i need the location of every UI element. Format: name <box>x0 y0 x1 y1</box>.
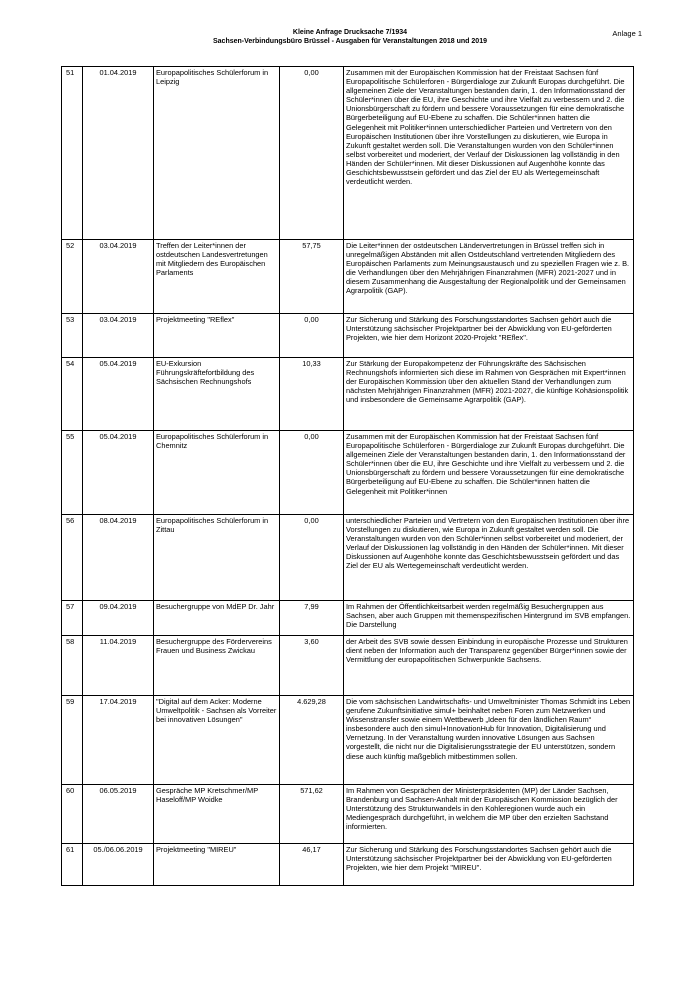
event-date: 05./06.06.2019 <box>83 844 154 886</box>
event-date: 06.05.2019 <box>83 785 154 844</box>
event-description: Die Leiter*innen der ostdeutschen Ländervertretungen in Brüssel treffen sich in unregelmäßigen Abständen mit allen Ostdeutschland vertretenden Mitgliedern des Europäischen Parlaments zum Meinungsaustausch und zu speziellen Fragen wie z. B. die Verhandlungen über den Mehrjährigen Finanzrahmen (MFR) 2021-2027 und in diesem Zusammenhang die Ausgestaltung der Regionalpolitik und der Gemeinsamen Agrarpolitik (GAP). <box>344 240 634 314</box>
event-cost: 0,00 <box>280 515 344 601</box>
table-row <box>62 601 634 636</box>
event-title: "Digital auf dem Acker: Moderne Umweltpolitik - Sachsen als Vorreiter bei innovativen Lösungen" <box>154 696 280 785</box>
row-number: 61 <box>62 844 83 886</box>
row-number: 60 <box>62 785 83 844</box>
event-cost: 571,62 <box>280 785 344 844</box>
event-description: Zusammen mit der Europäischen Kommission hat der Freistaat Sachsen fünf Europapolitische Schülerforen - Bürgerdialoge zur Zukunft Europas durchgeführt. Die allgemeinen Ziele der Veranstaltungen bestanden darin, 1. den Informationsstand der Schüler*innen über die EU, ihre Geschichte und ihre Vielfalt zu verbessern und 2. die Unionsbürgerschaft zu fördern und bessere Voraussetzungen für eine demokratische Bürgerbeteiligung auf EU-Ebene zu schaffen. Die Schüler*innen hatten die Gelegenheit mit Politiker*innen <box>344 431 634 515</box>
event-description: Im Rahmen der Öffentlichkeitsarbeit werden regelmäßig Besuchergruppen aus Sachsen, aber auch Gruppen mit themenspezifischen Hintergrund im SVB empfangen. Die Darstellung <box>344 601 634 636</box>
row-number: 56 <box>62 515 83 601</box>
row-number: 54 <box>62 358 83 431</box>
event-description: der Arbeit des SVB sowie dessen Einbindung in europäische Prozesse und Strukturen dient neben der Information auch der Transparenz gegenüber Bürger*innen sowie der Vermittlung der europapolitischen Schwerpunkte Sachsens. <box>344 636 634 696</box>
table-row <box>62 314 634 358</box>
event-cost: 10,33 <box>280 358 344 431</box>
event-cost: 3,60 <box>280 636 344 696</box>
event-date: 03.04.2019 <box>83 314 154 358</box>
title-line-1: Kleine Anfrage Drucksache 7/1934 <box>292 29 408 36</box>
event-date: 11.04.2019 <box>83 636 154 696</box>
row-number: 53 <box>62 314 83 358</box>
event-cost: 0,00 <box>280 67 344 240</box>
event-title: Gespräche MP Kretschmer/MP Haseloff/MP Woidke <box>154 785 280 844</box>
event-title: Europapolitisches Schülerforum in Zittau <box>154 515 280 601</box>
row-number: 51 <box>62 67 83 240</box>
event-date: 09.04.2019 <box>83 601 154 636</box>
event-title: Projektmeeting "REflex" <box>154 314 280 358</box>
table-row <box>62 696 634 785</box>
event-description: Zur Sicherung und Stärkung des Forschungsstandortes Sachsen gehört auch die Unterstützung sächsischer Projektpartner bei der Abwicklung von EU-geförderten Projekten, wie hier dem Horizont 2020-Projekt "REflex". <box>344 314 634 358</box>
title-line-2: Sachsen-Verbindungsbüro Brüssel - Ausgaben für Veranstaltungen 2018 und 2019 <box>213 38 487 45</box>
table-row <box>62 240 634 314</box>
table-row <box>62 67 634 240</box>
event-description: Zur Sicherung und Stärkung des Forschungsstandortes Sachsen gehört auch die Unterstützung sächsischer Projektpartner bei der Abwicklung von EU-geförderten Projekten, wie hier dem Projekt "MIREU". <box>344 844 634 886</box>
row-number: 57 <box>62 601 83 636</box>
event-cost: 0,00 <box>280 314 344 358</box>
table-row <box>62 358 634 431</box>
event-date: 03.04.2019 <box>83 240 154 314</box>
event-title: EU-Exkursion Führungskräftefortbildung des Sächsischen Rechnungshofs <box>154 358 280 431</box>
row-number: 52 <box>62 240 83 314</box>
row-number: 58 <box>62 636 83 696</box>
event-title: Besuchergruppe des Fördervereins Frauen und Business Zwickau <box>154 636 280 696</box>
event-date: 01.04.2019 <box>83 67 154 240</box>
event-date: 05.04.2019 <box>83 431 154 515</box>
event-description <box>344 696 634 785</box>
table-row <box>62 785 634 844</box>
table-row <box>62 636 634 696</box>
event-title: Besuchergruppe von MdEP Dr. Jahr <box>154 601 280 636</box>
event-title: Treffen der Leiter*innen der ostdeutschen Landesvertretungen mit Mitgliedern des Europäischen Parlaments <box>154 240 280 314</box>
event-cost: 4.629,28 <box>280 696 344 785</box>
event-date: 08.04.2019 <box>83 515 154 601</box>
row-number: 55 <box>62 431 83 515</box>
event-description: Zur Stärkung der Europakompetenz der Führungskräfte des Sächsischen Rechnungshofs informierten sich diese im Rahmen von Gesprächen mit Expert*innen der Europäischen Kommission über den aktuellen Stand der Verhandlungen zum nächsten Mehrjährigen Finanzrahmen (MFR) 2021-2027, die künftige Kohäsionspolitik und insbesondere die Gemeinsame Agrarpolitik (GAP). <box>344 358 634 431</box>
event-title: Projektmeeting "MIREU" <box>154 844 280 886</box>
event-title: Europapolitisches Schülerforum in Leipzig <box>154 67 280 240</box>
event-cost: 57,75 <box>280 240 344 314</box>
event-title: Europapolitisches Schülerforum in Chemnitz <box>154 431 280 515</box>
annex-label: Anlage 1 <box>612 29 642 38</box>
event-cost: 46,17 <box>280 844 344 886</box>
document-title <box>0 28 700 46</box>
expenses-table <box>61 66 634 886</box>
table-row <box>62 515 634 601</box>
row-number: 59 <box>62 696 83 785</box>
event-cost: 0,00 <box>280 431 344 515</box>
event-description: Im Rahmen von Gesprächen der Ministerpräsidenten (MP) der Länder Sachsen, Brandenburg und Sachsen-Anhalt mit der Europäischen Kommission bezüglich der Unterstützung des Strukturwandels in den Kohleregionen wurde auch ein Mediengespräch durchgeführt, in welchem die MP über den erzielten Sachstand informierten. <box>344 785 634 844</box>
event-date: 17.04.2019 <box>83 696 154 785</box>
event-description: unterschiedlicher Parteien und Vertretern von den Europäischen Institutionen über ihre Vorstellungen zu diskutieren, wie Europa in Zukunft gestaltet werden soll. Die Veranstaltungen wurden von den Schüler*innen selbst vorbereitet und moderiert, der Verlauf der Diskussionen lag vollständig in den Händen der Schüler*innen. Mit dieser Diskussionen auf Augenhöhe konnte das Geschichtsbewusstsein gefördert und das Ziel der EU als Wertegemeinschaft verdeutlicht werden. <box>344 515 634 601</box>
event-description: Zusammen mit der Europäischen Kommission hat der Freistaat Sachsen fünf Europapolitische Schülerforen - Bürgerdialoge zur Zukunft Europas durchgeführt. Die allgemeinen Ziele der Veranstaltungen bestanden darin, 1. den Informationsstand der Schüler*innen über die EU, ihre Geschichte und ihre Vielfalt zu verbessern und 2. die Unionsbürgerschaft zu fördern und bessere Voraussetzungen für eine demokratische Bürgerbeteiligung auf EU-Ebene zu schaffen. Die Schüler*innen hatten die Gelegenheit mit Politiker*innen unterschiedlicher Parteien und Vertretern von den Europäischen Institutionen über ihre Vorstellungen zu diskutieren, wie Europa in Zukunft gestaltet werden soll. Die Veranstaltungen wurden von den Schüler*innen selbst vorbereitet und moderiert, der Verlauf der Diskussionen lag vollständig in den Händen der Schüler*innen. Mit dieser Diskussionen auf Augenhöhe konnte das Geschichtsbewusstsein gefördert und das Ziel der EU als Wertegemeinschaft verdeutlicht werden. <box>344 67 634 240</box>
event-description-text: Die vom sächsischen Landwirtschafts- und Umweltminister Thomas Schmidt ins Leben gerufene Zukunftsinitiative simul+ beinhaltet neben Foren zum Netzwerken und Wissenstransfer sowie einem Wettbewerb „Ideen für den ländlichen Raum“ insbesondere auch den simul+InnovationHub für Innovation, Digitalisierung und Vernetzung. In der Veranstaltung wurden innovative Lösungen aus Sachsen vorgestellt, die nicht nur die Digitalisierungsstrategie der EU unterstützen, sondern diese auch künftig maßgeblich mitbestimmen sollen. <box>346 697 631 761</box>
event-date: 05.04.2019 <box>83 358 154 431</box>
table-row <box>62 431 634 515</box>
event-cost: 7,99 <box>280 601 344 636</box>
table-row <box>62 844 634 886</box>
